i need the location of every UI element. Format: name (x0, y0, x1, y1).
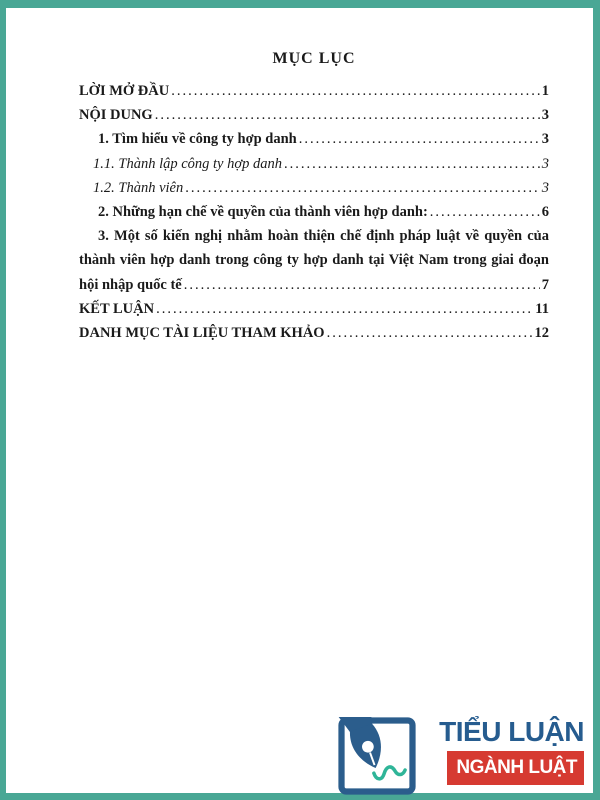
toc-entry-label: NỘI DUNG (79, 107, 153, 124)
toc-entry (79, 152, 549, 176)
toc-leader-dots (155, 103, 540, 127)
toc-title: MỤC LỤC (272, 50, 356, 67)
toc-page-number: 3 (541, 131, 549, 148)
toc-entry (79, 297, 549, 321)
toc-page-number: 12 (534, 324, 549, 341)
brand-title: TIỂU LUẬN (439, 716, 584, 747)
toc-entry (79, 273, 549, 297)
toc-page-number: 11 (535, 300, 549, 317)
toc-page-number: 3 (541, 107, 549, 124)
toc-entry-label: LỜI MỞ ĐẦU (79, 83, 170, 99)
toc-page-number: 3 (541, 155, 549, 172)
toc-entry-line: 3. Một số kiến nghị nhằm hoàn thiện chế định pháp luật về quyền của (98, 228, 549, 245)
toc-leader-dots (299, 127, 540, 151)
toc-leader-dots (284, 152, 540, 176)
fountain-pen-icon (336, 717, 418, 795)
toc-leader-dots (184, 273, 540, 297)
toc-entry (79, 176, 549, 200)
toc-entry-label: DANH MỤC TÀI LIỆU THAM KHẢO (79, 324, 325, 341)
brand-text (439, 716, 584, 785)
toc-leader-dots (156, 297, 533, 321)
toc-entry-label: 1. Tìm hiểu về công ty hợp danh (98, 131, 297, 148)
toc-leader-dots (327, 321, 533, 345)
toc-entry-label: 1.1. Thành lập công ty hợp danh (93, 155, 282, 172)
toc-list (79, 79, 549, 345)
toc-leader-dots (430, 200, 540, 224)
toc-page-number: 6 (541, 203, 549, 220)
toc-page-number: 7 (541, 276, 549, 293)
toc-entry-line: thành viên hợp danh trong công ty hợp danh tại Việt Nam trong giai đoạn (79, 252, 549, 269)
toc-entry-label: hội nhập quốc tế (79, 276, 182, 293)
brand-logo (336, 716, 584, 796)
toc-section (79, 50, 549, 345)
toc-leader-dots (185, 176, 540, 200)
toc-entry-label: 2. Những hạn chế về quyền của thành viên hợp danh: (98, 203, 428, 220)
toc-entry-label: KẾT LUẬN (79, 300, 155, 317)
toc-page-number: 3 (541, 179, 549, 196)
toc-entry (79, 321, 549, 345)
document-page (6, 8, 593, 793)
toc-entry-label: 1.2. Thành viên (93, 179, 184, 196)
toc-entry (79, 127, 549, 151)
toc-page-number: 1 (541, 83, 549, 99)
toc-leader-dots (171, 79, 540, 103)
brand-subtitle: NGÀNH LUẬT (447, 751, 584, 785)
toc-entry (79, 79, 549, 103)
toc-entry (79, 200, 549, 224)
toc-entry (79, 103, 549, 127)
